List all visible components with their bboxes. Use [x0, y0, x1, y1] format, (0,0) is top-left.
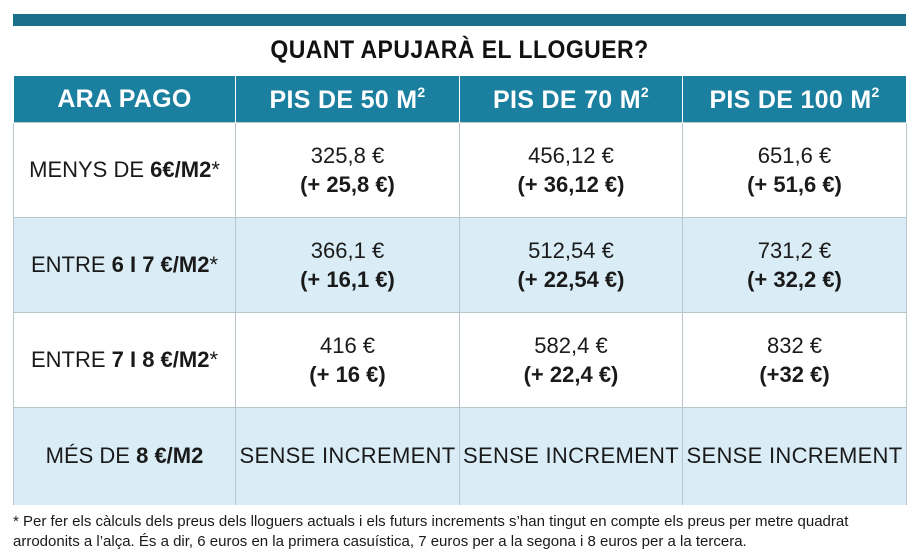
price: 832 € [766, 333, 823, 358]
header-row [14, 76, 907, 123]
price: 416 € [319, 333, 376, 358]
cell-50 [236, 123, 460, 218]
increase: (+ 22,4 €) [523, 362, 619, 387]
increase: (+ 16 €) [309, 362, 386, 387]
cell-50 [236, 218, 460, 313]
cell-70 [460, 218, 683, 313]
row-label: MÉS DE 8 €/M2 [14, 408, 236, 505]
table-row [14, 123, 907, 218]
header-current-payment: ARA PAGO [14, 76, 236, 123]
rent-increase-table [13, 76, 907, 505]
cell-70 [460, 408, 683, 505]
no-increase-text: SENSE INCREMENT [686, 443, 903, 469]
cell-70 [460, 123, 683, 218]
price: 325,8 € [310, 143, 385, 168]
increase: (+ 25,8 €) [300, 172, 395, 197]
increase: (+ 36,12 €) [517, 172, 625, 197]
header-flat-70: PIS DE 70 $M^2$ [460, 76, 683, 123]
row-label: ENTRE 7 I 8 €/M2* [14, 313, 236, 408]
increase: (+ 32,2 €) [747, 267, 842, 292]
cell-50 [236, 313, 460, 408]
cell-100 [683, 313, 907, 408]
table-row [14, 218, 907, 313]
header-flat-100: PIS DE 100 $M^2$ [683, 76, 907, 123]
no-increase-text: SENSE INCREMENT [463, 443, 679, 469]
row-label: MENYS DE 6€/M2* [14, 123, 236, 218]
row-label: ENTRE 6 I 7 €/M2* [14, 218, 236, 313]
header-flat-50: PIS DE 50 $M^2$ [236, 76, 460, 123]
increase: (+32 €) [759, 362, 830, 387]
cell-50 [236, 408, 460, 505]
table-row [14, 313, 907, 408]
cell-70 [460, 313, 683, 408]
cell-100 [683, 218, 907, 313]
table-title: QUANT APUJARÀ EL LLOGUER? [270, 36, 649, 64]
price: 731,2 € [757, 238, 832, 263]
price: 512,54 € [528, 238, 614, 263]
footnote: * Per fer els càlculs dels preus dels lloguers actuals i els futurs increments s’han tingut en compte els preus per metre quadrat arrodonits a l’alça. És a dir, 6 euros en la primera casuística, 7 euros per a la segona i 8 euros per a la tercera. [13, 513, 849, 550]
cell-100 [683, 408, 907, 505]
price: 366,1 € [310, 238, 385, 263]
increase: (+ 16,1 €) [300, 267, 395, 292]
price: 456,12 € [528, 143, 614, 168]
price: 651,6 € [757, 143, 832, 168]
increase: (+ 22,54 €) [517, 267, 625, 292]
no-increase-text: SENSE INCREMENT [239, 443, 456, 469]
top-accent-bar [13, 14, 906, 26]
increase: (+ 51,6 €) [747, 172, 842, 197]
price: 582,4 € [534, 333, 608, 358]
table-row [14, 408, 907, 505]
cell-100 [683, 123, 907, 218]
